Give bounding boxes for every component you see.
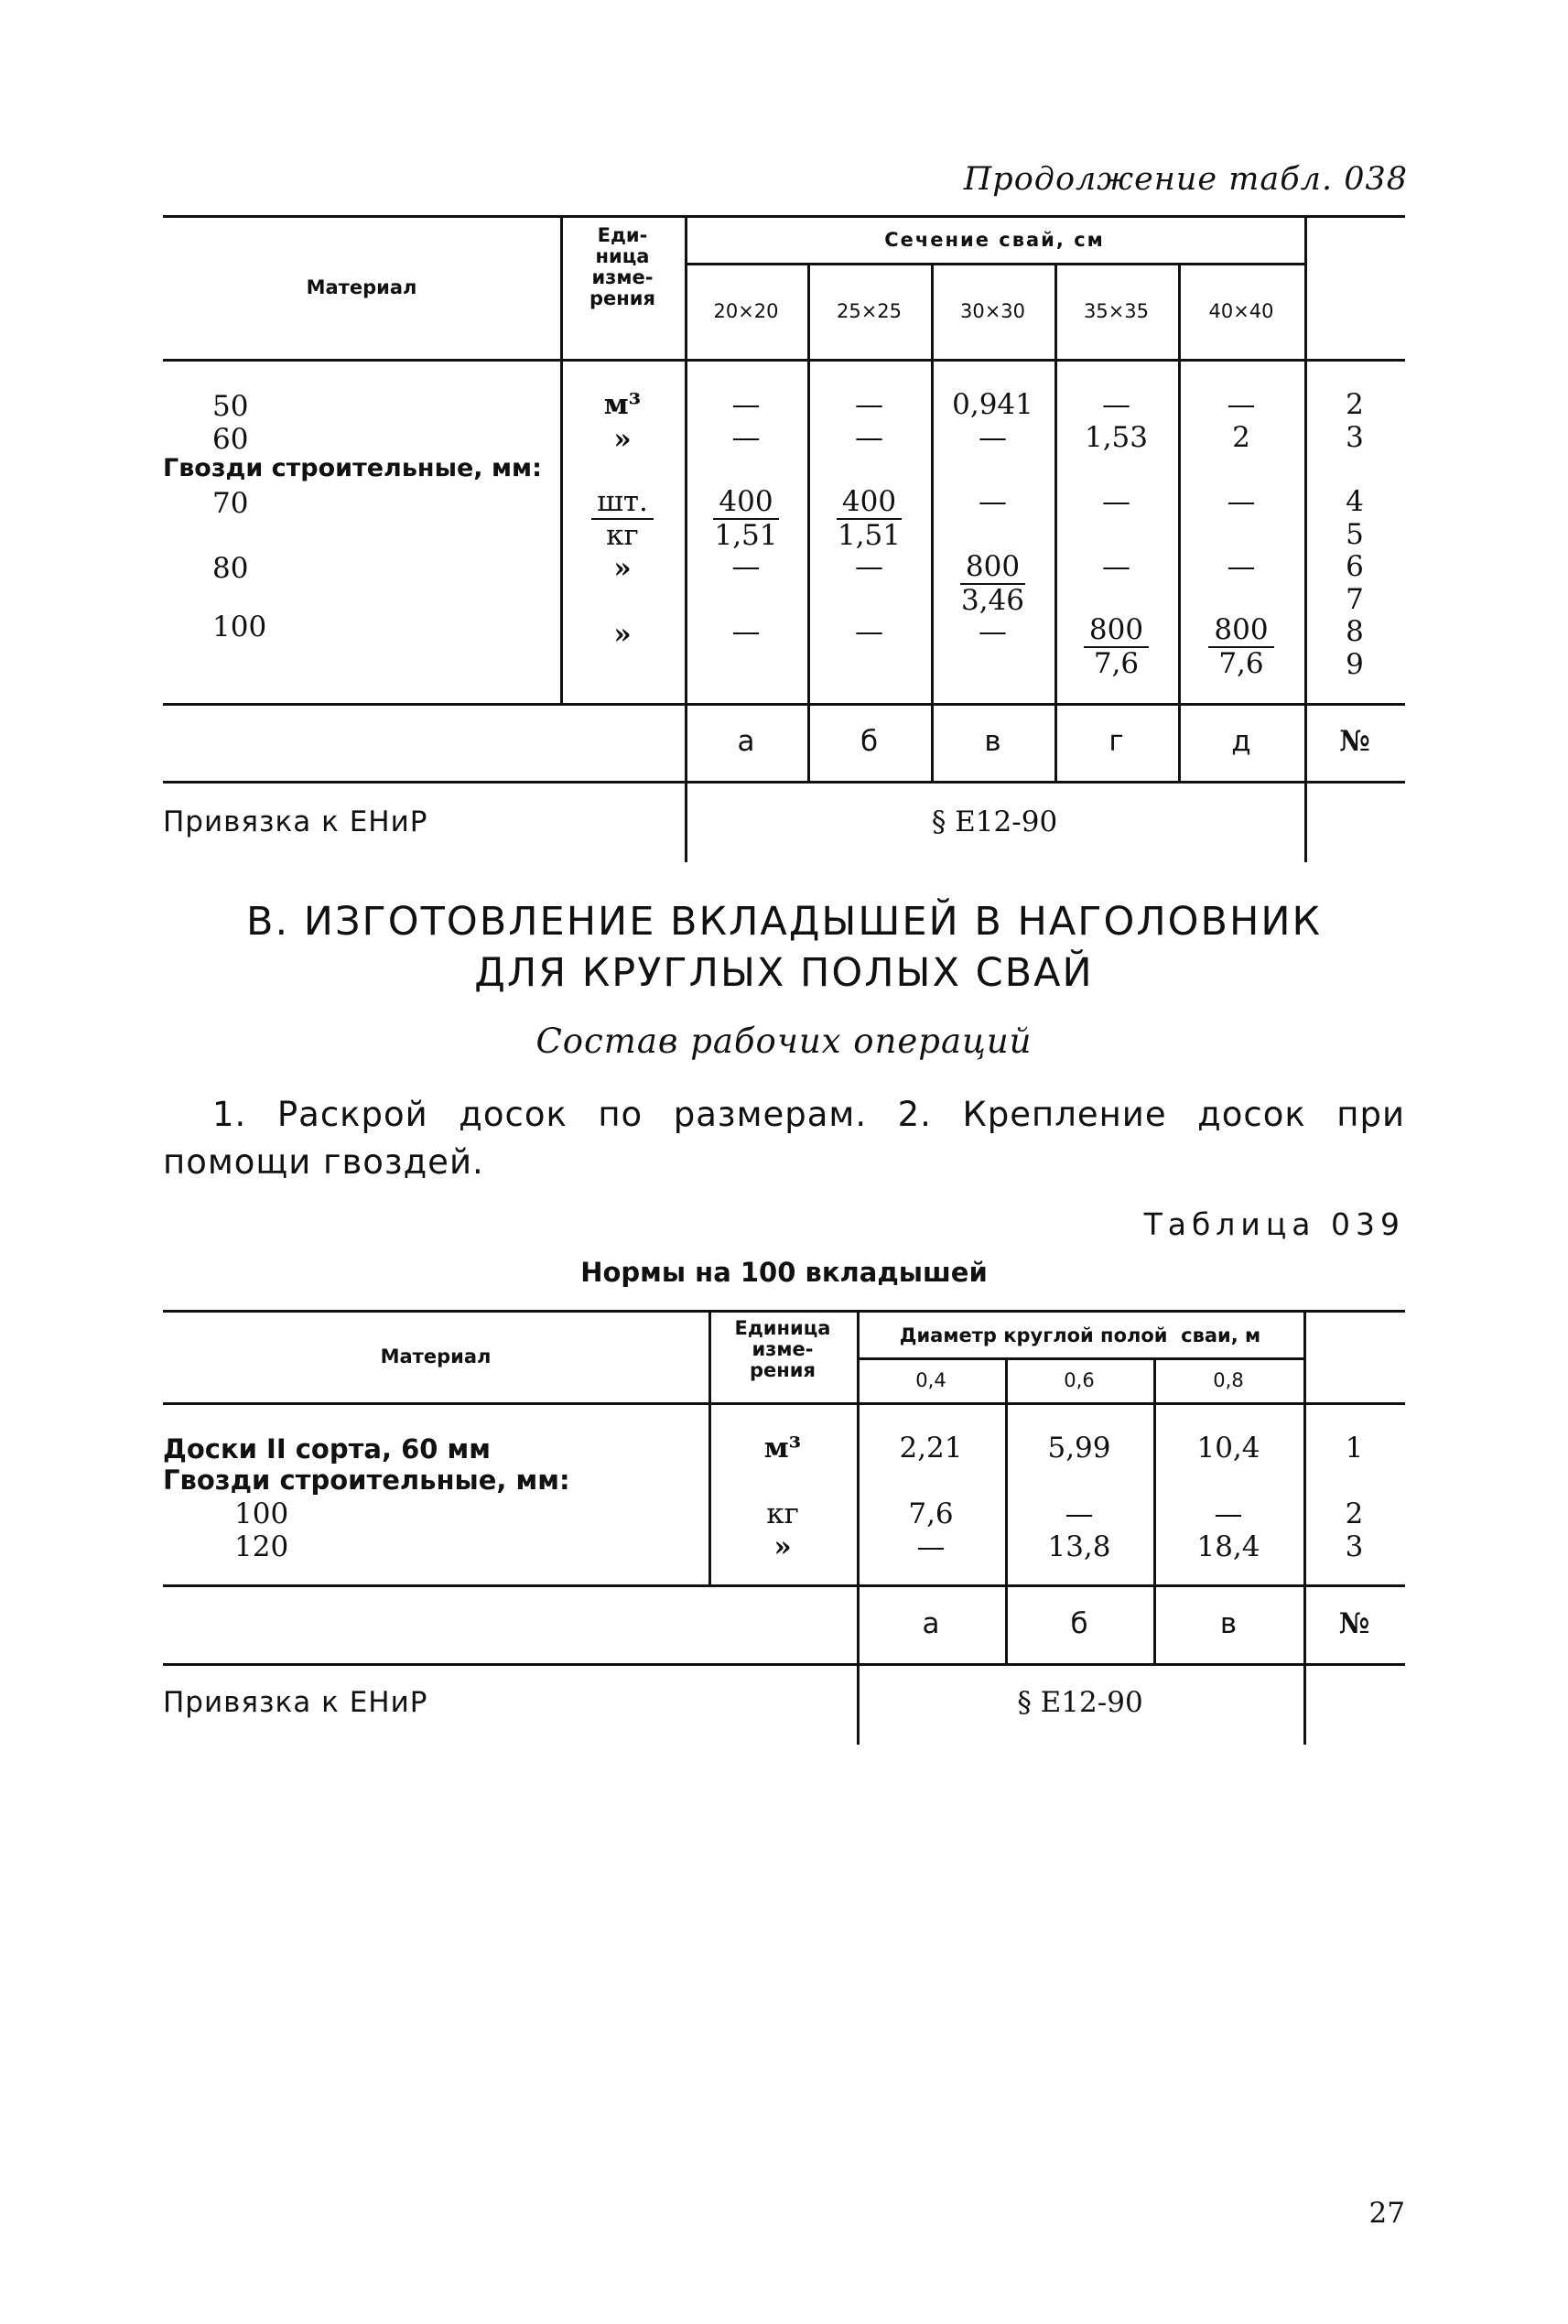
section-title-line-2: ДЛЯ КРУГЛЫХ ПОЛЫХ СВАЙ xyxy=(474,950,1094,996)
t038-col-letter: б xyxy=(860,725,879,758)
t038-row-no: 7 xyxy=(1346,583,1364,616)
t039-row-no: 1 xyxy=(1345,1432,1364,1465)
t038-row-label: 70 xyxy=(212,487,249,520)
t039-unit: » xyxy=(773,1530,792,1563)
t039-col-letter: в xyxy=(1219,1607,1238,1640)
t038-unit: » xyxy=(613,423,632,456)
t039-no-label: № xyxy=(1338,1607,1370,1640)
t039-cell: — xyxy=(1065,1497,1094,1530)
t039-cell: 18,4 xyxy=(1196,1530,1260,1563)
t039-col-3: 0,8 xyxy=(1213,1369,1244,1391)
t039-binding-value: § Е12-90 xyxy=(1017,1686,1143,1719)
t038-cell-frac: $\frac{800}{7,6}$ xyxy=(1178,613,1304,680)
t039-cell: 13,8 xyxy=(1047,1530,1111,1563)
t038-row-no: 5 xyxy=(1346,518,1364,551)
t038-cell: 1,53 xyxy=(1084,421,1149,454)
t038-cell: — xyxy=(731,421,761,454)
page-number: 27 xyxy=(1368,2197,1405,2230)
t038-row-no: 6 xyxy=(1346,550,1364,583)
t038-unit: м³ xyxy=(603,388,642,421)
t038-row-no: 4 xyxy=(1346,485,1364,518)
t039-group-label: Гвозди строительные, мм: xyxy=(163,1465,570,1496)
t038-col-1: 20×20 xyxy=(713,300,779,322)
t039-cell: 5,99 xyxy=(1047,1432,1111,1465)
t039-unit: м³ xyxy=(763,1432,802,1465)
t038-cell-frac: $\frac{400}{1,51}$ xyxy=(837,485,901,552)
t038-cell: — xyxy=(855,615,883,648)
t038-unit: » xyxy=(613,552,632,585)
t039-binding-label: Привязка к ЕНиР xyxy=(163,1686,428,1719)
t038-header-unit: Еди- ница изме- рения xyxy=(589,224,655,309)
t038-unit: » xyxy=(613,618,632,651)
t038-row-no: 2 xyxy=(1346,388,1364,421)
t038-header-material: Материал xyxy=(306,276,417,298)
t039-col-letter: б xyxy=(1070,1607,1088,1640)
t039-col-1: 0,4 xyxy=(915,1369,946,1391)
t038-cell-frac: $\frac{400}{1,51}$ xyxy=(714,485,778,552)
t038-cell: — xyxy=(731,550,761,583)
t039-row-no: 2 xyxy=(1345,1497,1364,1530)
t038-cell: — xyxy=(855,388,883,421)
t038-cell-frac: $\frac{800}{7,6}$ xyxy=(1054,613,1178,680)
t038-col-letter: д xyxy=(1231,725,1251,758)
t039-row-label: 100 xyxy=(234,1497,289,1530)
t038-cell: — xyxy=(1102,550,1130,583)
t038-binding-value: § Е12-90 xyxy=(931,805,1058,838)
t038-col-5: 40×40 xyxy=(1208,300,1274,322)
t039-cell: — xyxy=(916,1530,946,1563)
t038-cell: — xyxy=(1227,550,1256,583)
t038-col-2: 25×25 xyxy=(836,300,903,322)
t039-cell: 10,4 xyxy=(1196,1432,1260,1465)
continuation-label: Продолжение табл. 038 xyxy=(963,161,1408,198)
t038-cell: — xyxy=(1227,388,1256,421)
t039-unit: кг xyxy=(766,1497,799,1530)
t038-row-label: 50 xyxy=(212,390,249,423)
t038-cell: — xyxy=(979,485,1007,518)
t038-row-label: 80 xyxy=(212,552,249,585)
t039-col-letter: а xyxy=(922,1607,940,1640)
t038-cell: — xyxy=(979,421,1007,454)
operations-paragraph: 1. Раскрой досок по размерам. 2. Крепление досок при помощи гвоздей. xyxy=(163,1095,1405,1182)
t039-cell: — xyxy=(1214,1497,1243,1530)
section-title-line-1: В. ИЗГОТОВЛЕНИЕ ВКЛАДЫШЕЙ В НАГОЛОВНИК xyxy=(245,899,1323,945)
t038-col-letter: г xyxy=(1108,725,1124,758)
t038-unit-frac: $\frac{шт.}{кг}$ xyxy=(560,485,685,552)
t038-col-3: 30×30 xyxy=(959,300,1026,322)
t038-cell: — xyxy=(1102,485,1130,518)
t038-row-label: 60 xyxy=(212,423,249,456)
t039-header-diameter: Диаметр круглой полой сваи, м xyxy=(899,1324,1261,1346)
t038-binding-label: Привязка к ЕНиР xyxy=(163,805,428,838)
t038-cell: — xyxy=(855,550,883,583)
t038-cell: — xyxy=(731,388,761,421)
t038-row-no: 8 xyxy=(1346,615,1364,648)
t038-cell: — xyxy=(855,421,883,454)
t039-col-2: 0,6 xyxy=(1064,1369,1095,1391)
t038-cell: 2 xyxy=(1232,421,1250,454)
t039-row-no: 3 xyxy=(1345,1530,1364,1563)
table-039-caption: Нормы на 100 вкладышей xyxy=(580,1257,988,1288)
t039-header-material: Материал xyxy=(380,1346,492,1367)
t038-cell: — xyxy=(1227,485,1256,518)
t038-group-label: Гвозди строительные, мм: xyxy=(163,454,542,482)
t038-col-letter: а xyxy=(737,725,755,758)
t038-cell-frac: $\frac{800}{3,46}$ xyxy=(960,550,1024,617)
t038-row-no: 3 xyxy=(1346,421,1364,454)
t039-row-label: Доски II сорта, 60 мм xyxy=(163,1433,491,1465)
t039-cell: 2,21 xyxy=(899,1432,963,1465)
section-subtitle: Состав рабочих операций xyxy=(535,1021,1033,1061)
t038-col-4: 35×35 xyxy=(1083,300,1150,322)
t038-header-section: Сечение свай, см xyxy=(884,229,1105,251)
t038-cell: — xyxy=(731,615,761,648)
t038-no-label: № xyxy=(1339,725,1370,758)
t038-cell: — xyxy=(1102,388,1130,421)
table-039-label: Таблица 039 xyxy=(1143,1206,1405,1242)
t038-col-letter: в xyxy=(984,725,1001,758)
t039-row-label: 120 xyxy=(234,1530,289,1563)
t038-cell: 0,941 xyxy=(952,388,1033,421)
t038-row-no: 9 xyxy=(1346,648,1364,681)
t038-row-label: 100 xyxy=(212,611,267,643)
t039-header-unit: Единица изме- рения xyxy=(734,1317,831,1381)
t039-cell: 7,6 xyxy=(908,1497,954,1530)
t038-cell: — xyxy=(979,615,1007,648)
